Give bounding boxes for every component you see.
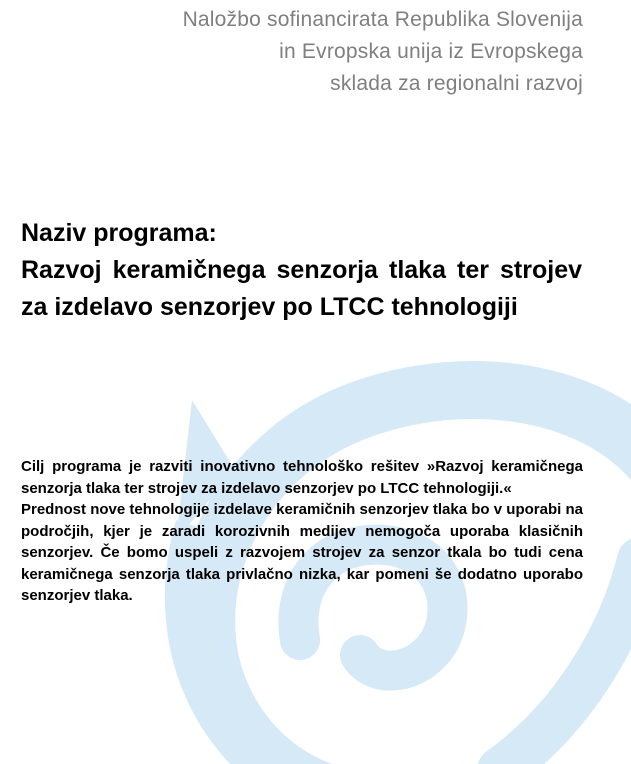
funding-notice-line-3: sklada za regionalni razvoj xyxy=(330,72,583,95)
funding-notice-line-1: Naložbo sofinancirata Republika Slovenija xyxy=(182,8,583,31)
funding-notice-line-2: in Evropska unija iz Evropskega xyxy=(279,40,583,63)
program-description xyxy=(21,456,583,607)
funding-notice xyxy=(183,4,583,100)
program-title-block xyxy=(21,215,582,326)
program-advantage-paragraph: Prednost nove tehnologije izdelave keramičnih senzorjev tlaka bo v uporabi na področjih, kjer je zaradi korozivnih medijev nemogoča uporaba klasičnih senzorjev. Če bomo uspeli z razvojem strojev za senzor tkala bo tudi cena keramičnega senzorja tlaka privlačno nizka, kar pomeni še dodatno uporabo senzorjev tlaka. xyxy=(21,501,583,604)
program-title: Razvoj keramičnega senzorja tlaka ter strojev za izdelavo senzorjev po LTCC tehnologiji xyxy=(21,256,582,321)
program-goal-paragraph: Cilj programa je razviti inovativno tehnološko rešitev »Razvoj keramičnega senzorja tlaka ter strojev za izdelavo senzorjev po LTCC tehnologiji.« xyxy=(21,458,583,497)
program-label: Naziv programa: xyxy=(21,219,217,247)
